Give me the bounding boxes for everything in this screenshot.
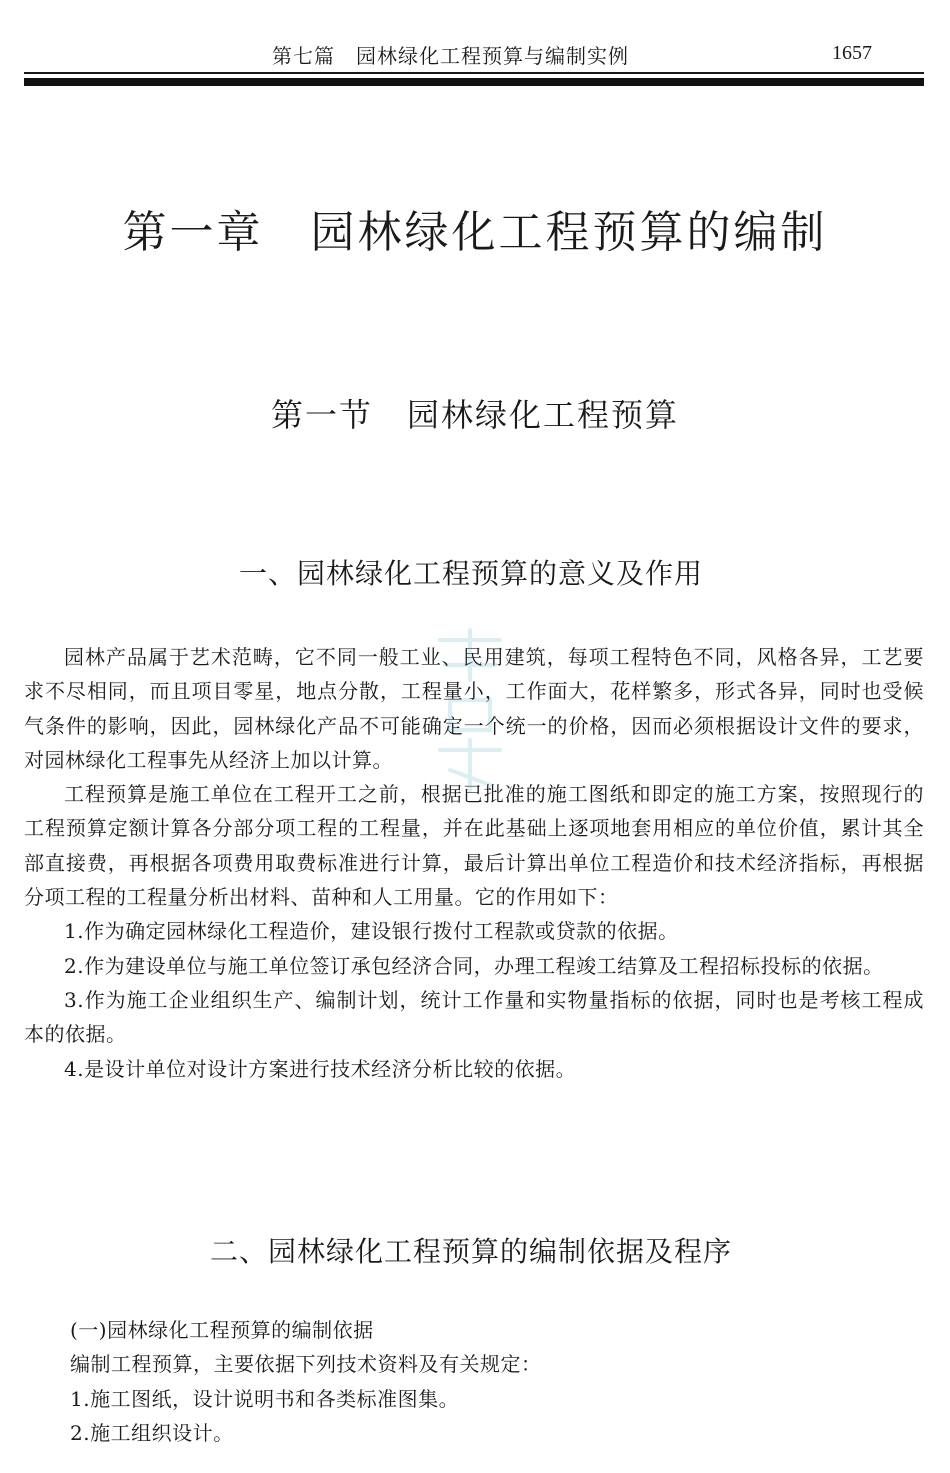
subsection-title-2: 二、园林绿化工程预算的编制依据及程序 [209, 1235, 732, 1268]
list-item: 2.作为建设单位与施工单位签订承包经济合同，办理工程竣工结算及工程招标投标的依据。 [64, 953, 884, 978]
paragraph: 工程预算是施工单位在工程开工之前，根据已批准的施工图纸和即定的施工方案，按照现行的工程预算定额计算各分部分项工程的工程量，并在此基础上逐项地套用相应的单位价值，累计其全部直接费，再根据各项费用取费标准进行计算，最后计算出单位工程造价和技术经济指标，再根据分项工程的工程量分析出材料、苗种和人工用量。它的作用如下： [24, 782, 924, 910]
running-title: 第七篇 园林绿化工程预算与编制实例 [272, 44, 629, 68]
list-item: 2.施工组织设计。 [70, 1420, 234, 1445]
list-item: 3.作为施工企业组织生产、编制计划，统计工作量和实物量指标的依据，同时也是考核工程成本的依据。 [24, 987, 924, 1047]
list-item: 4.是设计单位对设计方案进行技术经济分析比较的依据。 [64, 1056, 577, 1081]
page-number: 1657 [832, 42, 872, 64]
running-header [24, 40, 924, 68]
list-item: 1.施工图纸，设计说明书和各类标准图集。 [70, 1386, 460, 1411]
paragraph: 园林产品属于艺术范畴，它不同一般工业、民用建筑，每项工程特色不同，风格各异，工艺要求不尽相同，而且项目零星，地点分散，工程量小，工作面大，花样繁多，形式各异，同时也受候气条件的影响，因此，园林绿化产品不可能确定一个统一的价格，因而必须根据设计文件的要求，对园林绿化工程事先从经济上加以计算。 [24, 645, 924, 772]
sub-heading: (一)园林绿化工程预算的编制依据 [70, 1318, 374, 1342]
body-text-1 [24, 640, 924, 1086]
header-rule-thin [24, 72, 924, 74]
list-item: 1.作为确定园林绿化工程造价，建设银行拨付工程款或贷款的依据。 [64, 919, 679, 944]
paragraph: 编制工程预算，主要依据下列技术资料及有关规定： [70, 1352, 542, 1377]
body-text-2 [24, 1313, 924, 1450]
section-title: 第一节 园林绿化工程预算 [270, 396, 679, 434]
chapter-title: 第一章 园林绿化工程预算的编制 [122, 207, 828, 258]
subsection-title-1: 一、园林绿化工程预算的意义及作用 [238, 557, 703, 590]
header-rule-thick [24, 78, 924, 86]
